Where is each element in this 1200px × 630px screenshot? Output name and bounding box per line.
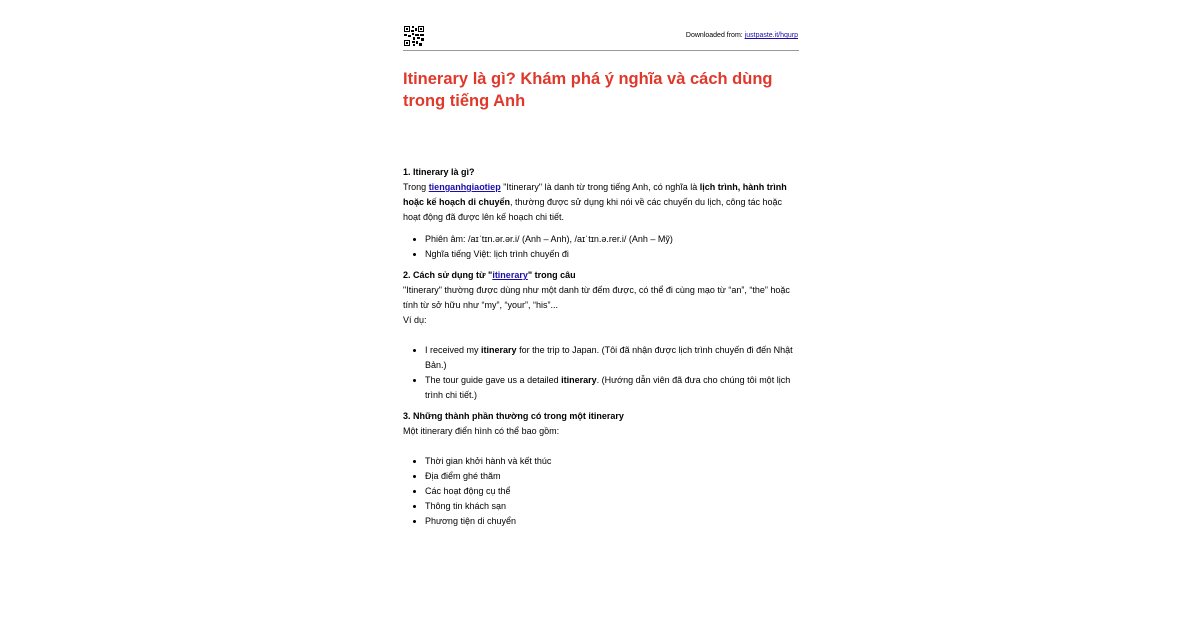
- download-label: Downloaded from:: [685, 32, 745, 39]
- section-3-paragraph: Một itinerary điển hình có thể bao gồm:: [403, 426, 560, 436]
- list-item: • Phương tiện di chuyển: [425, 514, 799, 529]
- section-3-heading: 3. Những thành phần thường có trong một itinerary: [403, 411, 624, 421]
- text: Trong: [403, 182, 429, 192]
- section-2-heading: [403, 268, 799, 283]
- section-1-heading: 1. Itinerary là gì?: [403, 167, 475, 177]
- section-1-paragraph: [403, 180, 799, 225]
- list-item: [425, 343, 799, 373]
- bold-text: lịch trình, hành trình hoặc kế hoạch di chuyển: [403, 182, 787, 207]
- list-item: • Các hoạt động cụ thể: [425, 484, 799, 499]
- section-2-paragraph: "Itinerary" thường được dùng như một danh từ đếm được, có thể đi cùng mạo từ “an”, “the” hoặc tính từ sở hữu như “my”, “your”, “his”...: [403, 285, 790, 310]
- text: "Itinerary" là danh từ trong tiếng Anh, có nghĩa là: [500, 182, 700, 192]
- page-title: Itinerary là gì? Khám phá ý nghĩa và cách dùng trong tiếng Anh: [403, 70, 773, 110]
- list-item: • Phiên âm: /aɪˈtɪn.ər.ər.i/ (Anh – Anh), /aɪˈtɪn.ə.rer.i/ (Anh – Mỹ): [425, 232, 799, 247]
- section-1-list: [403, 232, 799, 262]
- list-item: • Nghĩa tiếng Việt: lịch trình chuyến đi: [425, 247, 799, 262]
- list-item: [425, 373, 799, 403]
- download-source-link[interactable]: justpaste.it/hqurp: [744, 32, 798, 39]
- list-item: • Địa điểm ghé thăm: [425, 469, 799, 484]
- bold-text: itinerary: [561, 375, 597, 385]
- text: , thường được sử dụng khi nói về các chuyến du lịch, công tác hoặc hoạt động đã được lên kế hoạch chi tiết.: [403, 197, 783, 222]
- text: I received my: [425, 345, 482, 355]
- page-header: [403, 26, 799, 51]
- text: . (Hướng dẫn viên đã đưa cho chúng tôi một lịch trình chi tiết.): [425, 375, 791, 400]
- article-body: [403, 165, 799, 535]
- itinerary-link[interactable]: itinerary: [492, 270, 528, 280]
- text: " trong câu: [527, 270, 576, 280]
- section-3-list: [403, 454, 799, 529]
- list-item: • Thời gian khởi hành và kết thúc: [425, 454, 799, 469]
- qr-code-icon: [404, 26, 424, 46]
- text: The tour guide gave us a detailed: [425, 375, 562, 385]
- list-item: • Thông tin khách sạn: [425, 499, 799, 514]
- site-link[interactable]: tienganhgiaotiep: [428, 182, 501, 192]
- bold-text: itinerary: [481, 345, 517, 355]
- document-page: [403, 0, 799, 630]
- section-2-list: [403, 343, 799, 403]
- download-source: [686, 32, 798, 39]
- text: 2. Cách sử dụng từ ": [403, 270, 493, 280]
- text: for the trip to Japan. (Tôi đã nhận được lịch trình chuyến đi đến Nhật Bản.): [425, 345, 793, 370]
- example-label: Ví dụ:: [403, 315, 427, 325]
